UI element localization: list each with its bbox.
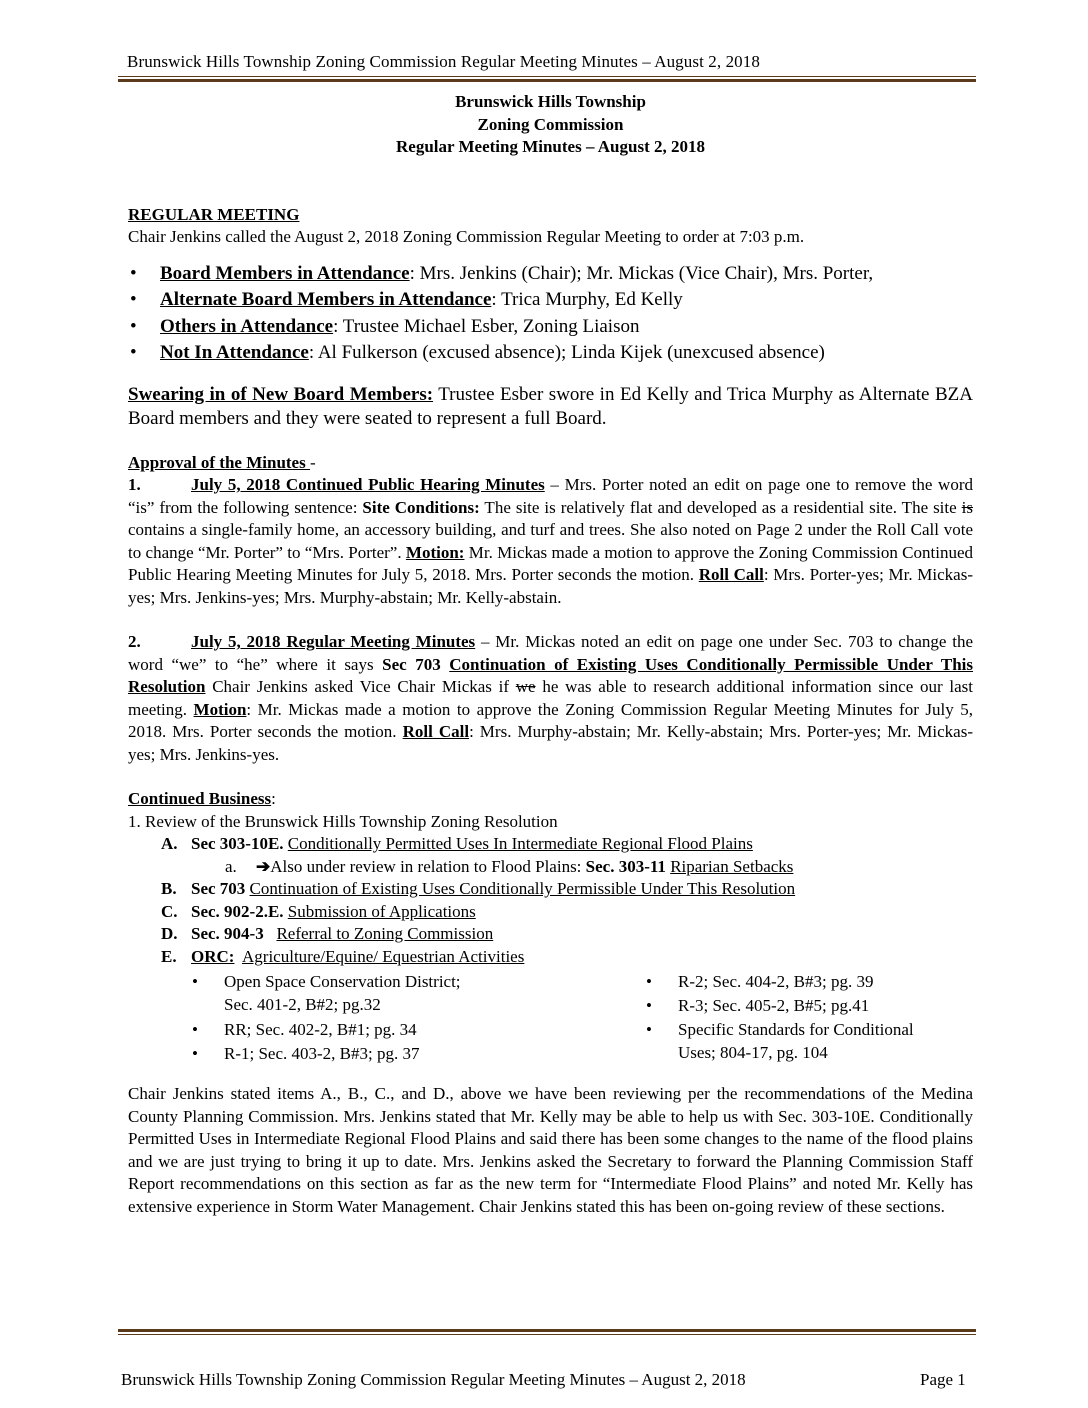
motion-label: Motion xyxy=(193,699,247,719)
regular-meeting-heading: REGULAR MEETING xyxy=(128,204,300,224)
bullet-icon: • xyxy=(192,1044,198,1063)
attendance-label: Alternate Board Members in Attendance xyxy=(160,289,492,310)
attendance-text: : Al Fulkerson (excused absence); Linda Kijek (unexcused absence) xyxy=(308,342,825,363)
attendance-label: Not In Attendance xyxy=(160,342,309,363)
district-text: RR; Sec. 402-2, B#1; pg. 34 xyxy=(224,1020,417,1039)
outline-item-e xyxy=(128,946,973,969)
outline-item-c xyxy=(128,901,973,924)
roll-call-label: Roll Call xyxy=(698,565,764,584)
district-text: R-2; Sec. 404-2, B#3; pg. 39 xyxy=(678,972,874,991)
item-text: : Mr. Mickas made a motion to approve the Zoning Commission Regular Meeting Minutes for July 5, 2018. Mrs. Porter seconds the motion. xyxy=(128,699,973,741)
outline-section: Sec 703 xyxy=(191,879,246,898)
attendance-list xyxy=(128,261,973,367)
outline-letter: D. xyxy=(161,924,178,943)
attendance-text: : Trustee Michael Esber, Zoning Liaison xyxy=(333,315,640,337)
regular-meeting-text: Chair Jenkins called the August 2, 2018 Zoning Commission Regular Meeting to order at 7:03 p.m. xyxy=(128,227,805,246)
bullet-icon: • xyxy=(646,1020,652,1039)
approval-heading-label: Approval of the Minutes xyxy=(128,452,310,472)
outline-letter: C. xyxy=(161,901,178,921)
bullet-icon: • xyxy=(130,315,137,337)
attendance-item-board xyxy=(128,261,973,288)
outline-title: Agriculture/Equine/ Equestrian Activities xyxy=(242,946,525,966)
continued-heading-label: Continued Business xyxy=(128,789,272,808)
item-number: 2. xyxy=(128,632,141,651)
arrow-right-icon: ➔ xyxy=(256,856,271,876)
item-text: The site is relatively flat and developed as a residential site. The site xyxy=(479,497,962,517)
item-text: contains a single-family home, an accessory building, and turf and trees. She also noted on Page 2 under the Roll Call vote to change “Mr. Porter” to “Mrs. Porter”. xyxy=(128,520,973,562)
district-item xyxy=(192,1042,461,1065)
outline-section: Sec. 904-3 xyxy=(191,924,264,943)
outline-text xyxy=(191,923,493,946)
outline-letter: E. xyxy=(161,946,177,966)
district-text: Sec. 401-2, B#2; pg.32 xyxy=(224,995,381,1014)
bullet-icon: • xyxy=(646,996,652,1015)
district-text: R-1; Sec. 403-2, B#3; pg. 37 xyxy=(224,1044,420,1063)
page-number: Page 1 xyxy=(920,1370,966,1389)
item-text: : Mrs. Murphy-abstain; Mr. Kelly-abstain; Mrs. Porter-yes; Mr. Mickas-yes; Mrs. Jenkins-yes. xyxy=(128,722,974,764)
outline-item-b xyxy=(128,878,973,901)
footer-rule-thin xyxy=(118,1334,976,1335)
bullet-icon: • xyxy=(130,262,137,284)
bullet-icon: • xyxy=(192,972,198,991)
item-title: July 5, 2018 Continued Public Hearing Minutes xyxy=(191,475,545,494)
outline-text xyxy=(256,856,793,879)
district-column-left xyxy=(192,970,461,1065)
sec-703-title: Continuation of Existing Uses Conditionally Permissible Under This Resolution xyxy=(128,654,974,696)
struck-word: we xyxy=(515,677,536,696)
outline-title: Conditionally Permitted Uses In Intermediate Regional Flood Plains xyxy=(287,834,753,853)
site-conditions-label: Site Conditions: xyxy=(362,497,480,517)
outline-letter: B. xyxy=(161,879,177,898)
item-text: he was able to research additional information since our last meeting. xyxy=(128,677,973,719)
attendance-item-absent xyxy=(128,340,973,367)
continued-business-heading xyxy=(128,788,973,811)
outline-text xyxy=(191,901,476,924)
district-column-right xyxy=(646,970,914,1064)
district-columns xyxy=(128,968,973,1063)
approval-heading-suffix: - xyxy=(309,452,316,472)
approval-item-2 xyxy=(128,631,973,766)
review-outline xyxy=(128,833,973,968)
roll-call-label: Roll Call xyxy=(402,722,470,741)
attendance-item-alternate xyxy=(128,287,973,314)
district-text: Uses; 804-17, pg. 104 xyxy=(678,1043,828,1062)
item-title: July 5, 2018 Regular Meeting Minutes xyxy=(191,632,476,651)
approval-heading xyxy=(128,452,973,475)
running-footer: Brunswick Hills Township Zoning Commission Regular Meeting Minutes – August 2, 2018 xyxy=(121,1370,746,1389)
outline-title: Submission of Applications xyxy=(287,901,476,921)
district-item xyxy=(646,1018,914,1064)
header-rule-thick xyxy=(118,79,976,82)
swearing-in-text: Trustee Esber swore in Ed Kelly and Trica Murphy as Alternate BZA Board members and they were seated to represent a full Board. xyxy=(128,383,973,429)
outline-item-a xyxy=(128,833,973,856)
bullet-icon: • xyxy=(192,1020,198,1039)
outline-section: ORC: xyxy=(191,946,235,966)
title-line-2: Zoning Commission xyxy=(477,114,624,134)
district-item xyxy=(192,970,461,1016)
attendance-item-others xyxy=(128,314,973,341)
outline-title: Riparian Setbacks xyxy=(670,856,794,876)
item-number: 1. xyxy=(128,475,141,494)
outline-letter: A. xyxy=(161,834,178,853)
district-text: R-3; Sec. 405-2, B#5; pg.41 xyxy=(678,996,870,1015)
outline-text xyxy=(191,946,524,969)
outline-item-a-sub xyxy=(128,856,973,879)
footer-rule-thick xyxy=(118,1329,976,1332)
item-text: Chair Jenkins asked Vice Chair Mickas if xyxy=(205,677,516,696)
outline-title: Referral to Zoning Commission xyxy=(276,924,494,943)
bullet-icon: • xyxy=(646,972,652,991)
attendance-label: Board Members in Attendance xyxy=(160,262,410,284)
outline-text xyxy=(191,833,753,856)
attendance-text: : Trica Murphy, Ed Kelly xyxy=(491,289,683,310)
outline-section: Sec 303-10E. xyxy=(191,834,284,853)
item-text: Mr. Mickas made a motion to approve the Zoning Commission Continued Public Hearing Meeting Minutes for July 5, 2018. Mrs. Porter seconds the motion. xyxy=(128,542,973,584)
swearing-in-label: Swearing in of New Board Members: xyxy=(128,383,434,405)
outline-letter: a. xyxy=(225,856,237,876)
swearing-in-paragraph xyxy=(128,383,973,431)
district-item xyxy=(192,1018,461,1041)
continued-heading-suffix: : xyxy=(271,789,276,808)
title-line-1: Brunswick Hills Township xyxy=(455,92,646,111)
approval-item-1 xyxy=(128,474,973,609)
attendance-text: : Mrs. Jenkins (Chair); Mr. Mickas (Vice Chair), Mrs. Porter, xyxy=(409,262,874,284)
sec-703-label: Sec 703 xyxy=(382,654,441,674)
outline-title: Continuation of Existing Uses Conditionally Permissible Under This Resolution xyxy=(249,879,796,898)
bullet-icon: • xyxy=(130,342,137,363)
item-text xyxy=(441,655,450,674)
district-text: Open Space Conservation District; xyxy=(224,972,461,991)
outline-item-d xyxy=(128,923,973,946)
outline-text xyxy=(191,878,795,901)
struck-word: is xyxy=(961,497,973,517)
continued-intro: 1. Review of the Brunswick Hills Township Zoning Resolution xyxy=(128,811,558,831)
item-text: : Mrs. Porter-yes; Mr. Mickas-yes; Mrs. Jenkins-yes; Mrs. Murphy-abstain; Mr. Kelly-abstain. xyxy=(128,565,973,607)
district-text: Specific Standards for Conditional xyxy=(678,1020,914,1039)
outline-section: Sec. 303-11 xyxy=(585,856,666,876)
item-text: – Mr. Mickas noted an edit on page one under Sec. 703 to change the word “we” to “he” where it says xyxy=(128,632,973,674)
district-item xyxy=(646,970,914,993)
item-text: – Mrs. Porter noted an edit on page one to remove the word “is” from the following sentence: xyxy=(128,475,973,517)
bullet-icon: • xyxy=(130,289,137,310)
header-rule-thin xyxy=(118,76,976,77)
outline-section: Sec. 902-2.E. xyxy=(191,901,284,921)
district-item xyxy=(646,994,914,1017)
attendance-label: Others in Attendance xyxy=(160,315,334,337)
outline-title: Also under review in relation to Flood Plains: xyxy=(270,856,586,876)
motion-label: Motion: xyxy=(405,542,465,562)
title-line-3: Regular Meeting Minutes – August 2, 2018 xyxy=(396,137,705,156)
closing-paragraph: Chair Jenkins stated items A., B., C., and D., above we have been reviewing per the recommendations of the Medina County Planning Commission. Mrs. Jenkins stated that Mr. Kelly may be able to help us with Sec. 303-10E. Conditionally Permitted Uses in Intermediate Regional Flood Plains and said there has been some changes to the name of the flood plains and we are just trying to bring it up to date. Mrs. Jenkins asked the Secretary to forward the Planning Commission Staff Report recommendations on this section as far as the new term for “Intermediate Flood Plains” and noted Mr. Kelly has extensive experience in Storm Water Management. Chair Jenkins stated this has been on-going review of these sections. xyxy=(128,1084,973,1216)
running-header: Brunswick Hills Township Zoning Commission Regular Meeting Minutes – August 2, 2018 xyxy=(127,52,760,71)
document-body xyxy=(128,91,973,1218)
